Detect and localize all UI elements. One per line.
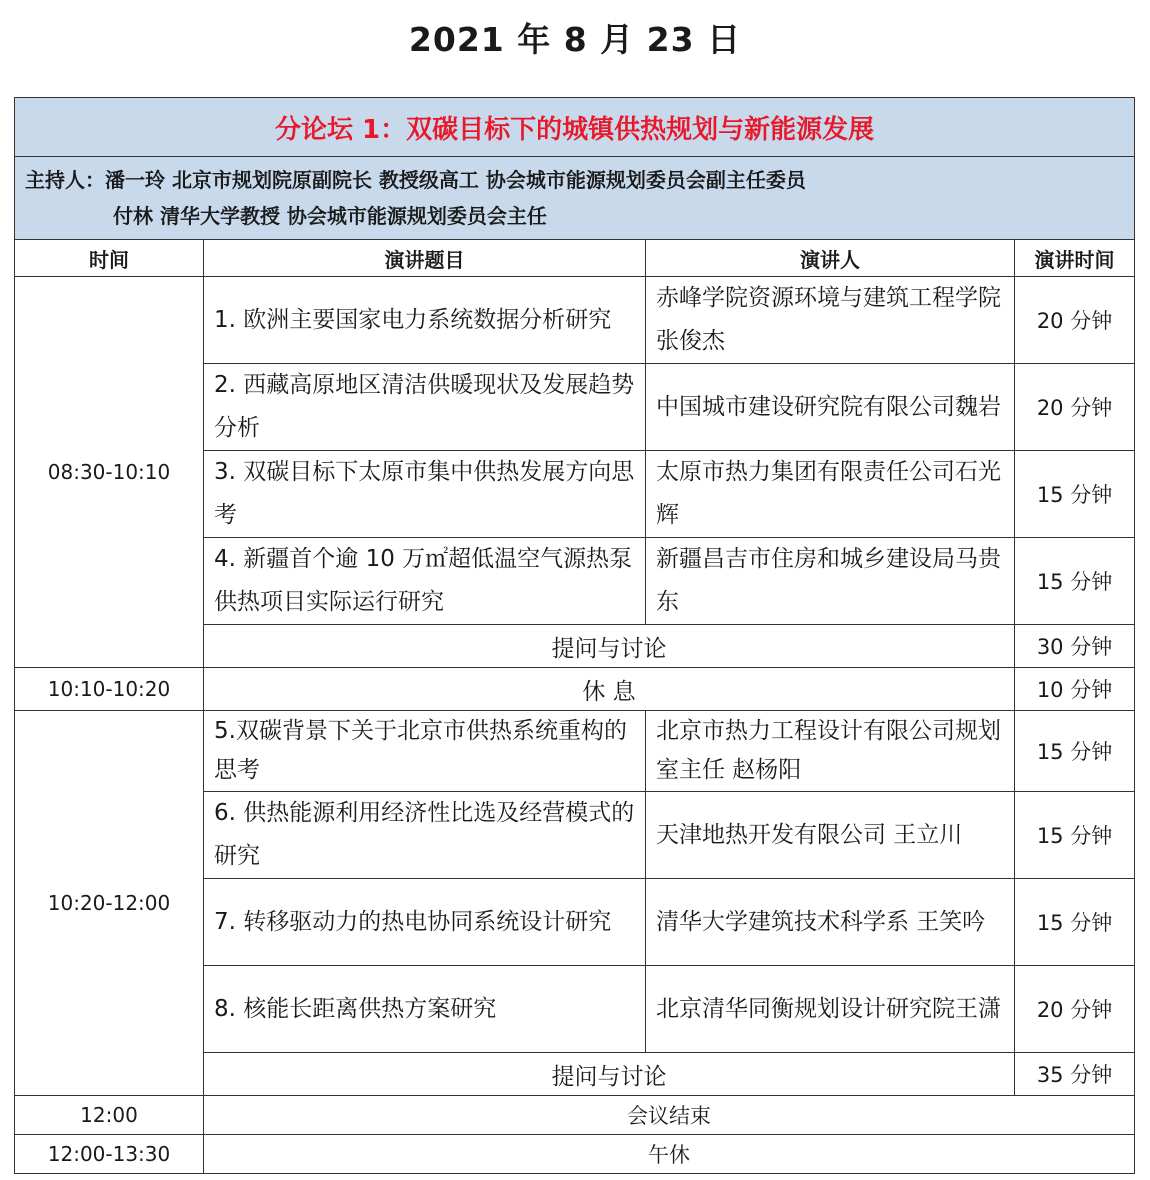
- talk-duration: 20 分钟: [1015, 966, 1135, 1053]
- discussion-duration: 30 分钟: [1015, 625, 1135, 668]
- talk-topic: 1. 欧洲主要国家电力系统数据分析研究: [204, 277, 646, 364]
- talk-duration: 20 分钟: [1015, 277, 1135, 364]
- host-line-2: 付林 清华大学教授 协会城市能源规划委员会主任: [113, 204, 547, 228]
- talk-topic: 5.双碳背景下关于北京市供热系统重构的思考: [204, 711, 646, 792]
- discussion-duration: 35 分钟: [1015, 1053, 1135, 1096]
- talk-duration: 15 分钟: [1015, 792, 1135, 879]
- forum-title: 分论坛 1：双碳目标下的城镇供热规划与新能源发展: [15, 98, 1135, 157]
- table-row: [15, 1096, 1135, 1135]
- table-row: [15, 711, 1135, 792]
- schedule-table: [14, 97, 1135, 1174]
- end-label: 会议结束: [204, 1096, 1135, 1135]
- talk-duration: 15 分钟: [1015, 451, 1135, 538]
- end-time: 12:00: [15, 1096, 204, 1135]
- header-topic: 演讲题目: [204, 240, 646, 277]
- lunch-label: 午休: [204, 1135, 1135, 1174]
- header-speaker: 演讲人: [646, 240, 1015, 277]
- discussion-label: 提问与讨论: [204, 625, 1015, 668]
- talk-topic: 2. 西藏高原地区清洁供暖现状及发展趋势分析: [204, 364, 646, 451]
- talk-speaker: 天津地热开发有限公司 王立川: [646, 792, 1015, 879]
- talk-speaker: 清华大学建筑技术科学系 王笑吟: [646, 879, 1015, 966]
- hosts-cell: [15, 157, 1135, 240]
- talk-topic: 8. 核能长距离供热方案研究: [204, 966, 646, 1053]
- talk-topic: 7. 转移驱动力的热电协同系统设计研究: [204, 879, 646, 966]
- break-time: 10:10-10:20: [15, 668, 204, 711]
- talk-topic: 4. 新疆首个逾 10 万㎡超低温空气源热泵供热项目实际运行研究: [204, 538, 646, 625]
- talk-speaker: 北京清华同衡规划设计研究院王潇: [646, 966, 1015, 1053]
- talk-speaker: 赤峰学院资源环境与建筑工程学院 张俊杰: [646, 277, 1015, 364]
- talk-duration: 20 分钟: [1015, 364, 1135, 451]
- host-line-1: 主持人：潘一玲 北京市规划院原副院长 教授级高工 协会城市能源规划委员会副主任委员: [25, 168, 806, 192]
- talk-duration: 15 分钟: [1015, 538, 1135, 625]
- talk-duration: 15 分钟: [1015, 879, 1135, 966]
- table-row: [15, 1135, 1135, 1174]
- lunch-time: 12:00-13:30: [15, 1135, 204, 1174]
- break-label: 休 息: [204, 668, 1015, 711]
- talk-speaker: 中国城市建设研究院有限公司魏岩: [646, 364, 1015, 451]
- talk-speaker: 太原市热力集团有限责任公司石光辉: [646, 451, 1015, 538]
- talk-duration: 15 分钟: [1015, 711, 1135, 792]
- talk-topic: 6. 供热能源利用经济性比选及经营模式的研究: [204, 792, 646, 879]
- header-time: 时间: [15, 240, 204, 277]
- page-date-title: 2021 年 8 月 23 日: [408, 20, 742, 59]
- break-duration: 10 分钟: [1015, 668, 1135, 711]
- session2-time: 10:20-12:00: [15, 711, 204, 1096]
- discussion-label: 提问与讨论: [204, 1053, 1015, 1096]
- table-row: [15, 668, 1135, 711]
- talk-speaker: 北京市热力工程设计有限公司规划室主任 赵杨阳: [646, 711, 1015, 792]
- talk-speaker: 新疆昌吉市住房和城乡建设局马贵东: [646, 538, 1015, 625]
- table-row: [15, 277, 1135, 364]
- header-row: [15, 240, 1135, 277]
- talk-topic: 3. 双碳目标下太原市集中供热发展方向思考: [204, 451, 646, 538]
- session1-time: 08:30-10:10: [15, 277, 204, 668]
- header-duration: 演讲时间: [1015, 240, 1135, 277]
